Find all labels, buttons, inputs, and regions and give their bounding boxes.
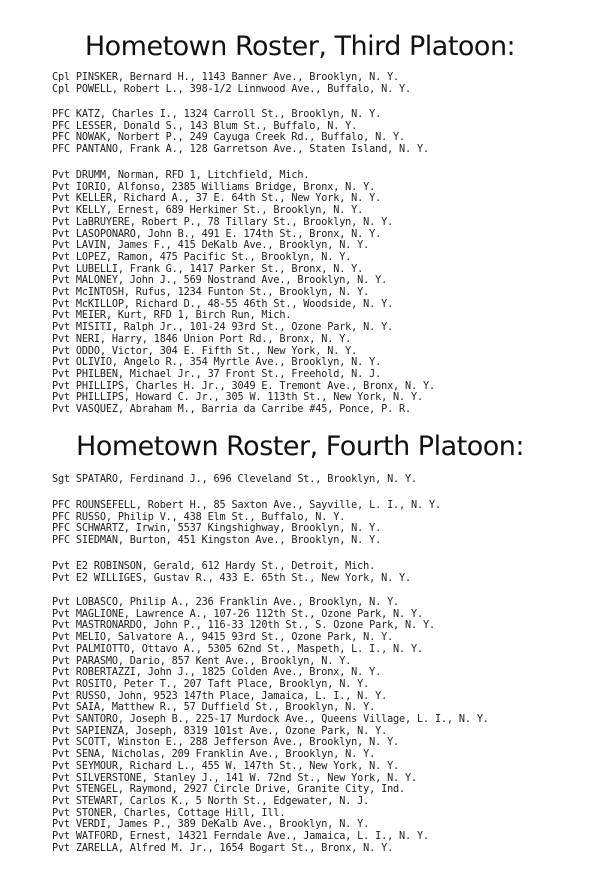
third-platoon-pfcs bbox=[52, 109, 429, 156]
roster-entry: PFC PANTANO, Frank A., 128 Garretson Ave., Staten Island, N. Y. bbox=[52, 144, 429, 156]
roster-entry: Pvt MISITI, Ralph Jr., 101-24 93rd St., Ozone Park, N. Y. bbox=[52, 322, 394, 334]
roster-entry: Pvt E2 WILLIGES, Gustav R., 433 E. 65th St., New York, N. Y. bbox=[52, 572, 412, 584]
roster-entry: Pvt SENA, Nicholas, 209 Franklin Ave., Brooklyn, N. Y. bbox=[52, 749, 376, 761]
roster-entry: Pvt McKILLOP, Richard D., 48-55 46th St., Woodside, N. Y. bbox=[52, 298, 394, 310]
roster-entry: Pvt PHILLIPS, Charles H. Jr., 3049 E. Tremont Ave., Bronx, N. Y. bbox=[52, 380, 435, 392]
third-platoon-privates bbox=[52, 170, 435, 416]
roster-entry: Pvt MEIER, Kurt, RFD 1, Birch Run, Mich. bbox=[52, 310, 292, 322]
roster-entry: PFC LESSER, Donald S., 143 Blum St., Buffalo, N. Y. bbox=[52, 120, 358, 132]
roster-entry: Pvt KELLER, Richard A., 37 E. 64th St., New York, N. Y. bbox=[52, 193, 382, 205]
roster-entry: Pvt LaBRUYERE, Robert P., 78 Tillary St., Brooklyn, N. Y. bbox=[52, 216, 394, 228]
roster-entry: Pvt MAGLIONE, Lawrence A., 107-26 112th St., Ozone Park, N. Y. bbox=[52, 608, 423, 620]
roster-entry: Cpl PINSKER, Bernard H., 1143 Banner Ave., Brooklyn, N. Y. bbox=[52, 72, 400, 83]
roster-entry: Pvt NERI, Harry, 1846 Union Port Rd., Bronx, N. Y. bbox=[52, 333, 352, 345]
roster-entry: Pvt LAVIN, James F., 415 DeKalb Ave., Brooklyn, N. Y. bbox=[52, 240, 370, 252]
roster-entry: Pvt MELIO, Salvatore A., 9415 93rd St., Ozone Park, N. Y. bbox=[52, 632, 394, 644]
roster-entry: Pvt RUSSO, John, 9523 147th Place, Jamaica, L. I., N. Y. bbox=[52, 690, 388, 702]
third-platoon-corporals bbox=[52, 72, 411, 95]
roster-entry: Pvt ROSITO, Peter T., 207 Taft Place, Brooklyn, N. Y. bbox=[52, 678, 370, 690]
roster-entry: PFC NOWAK, Norbert P., 249 Cayuga Creek Rd., Buffalo, N. Y. bbox=[52, 132, 406, 144]
roster-entry: Pvt SAIA, Matthew R., 57 Duffield St., Brooklyn, N. Y. bbox=[52, 702, 376, 714]
roster-entry: PFC SIEDMAN, Burton, 451 Kingston Ave., Brooklyn, N. Y. bbox=[52, 535, 382, 547]
roster-entry: Pvt ROBERTAZZI, John J., 1825 Colden Ave., Bronx, N. Y. bbox=[52, 667, 382, 679]
roster-entry: Pvt PHILLIPS, Howard C. Jr., 305 W. 113th St., New York, N. Y. bbox=[52, 392, 423, 404]
roster-entry: Pvt KELLY, Ernest, 689 Herkimer St., Brooklyn, N. Y. bbox=[52, 205, 364, 217]
roster-entry: Pvt OLIVIO, Angelo R., 354 Myrtle Ave., Brooklyn, N. Y. bbox=[52, 357, 382, 369]
roster-entry: PFC KATZ, Charles I., 1324 Carroll St., Brooklyn, N. Y. bbox=[52, 109, 382, 120]
roster-entry: Pvt SCOTT, Winston E., 288 Jefferson Ave., Brooklyn, N. Y. bbox=[52, 737, 400, 749]
roster-entry: Pvt VASQUEZ, Abraham M., Barria da Carribe #45, Ponce, P. R. bbox=[52, 404, 412, 416]
roster-entry: Pvt SEYMOUR, Richard L., 455 W. 147th St., New York, N. Y. bbox=[52, 760, 400, 772]
roster-entry: Pvt E2 ROBINSON, Gerald, 612 Hardy St., Detroit, Mich. bbox=[52, 561, 376, 572]
roster-entry: Pvt IORIO, Alfonso, 2385 Williams Bridge, Bronx, N. Y. bbox=[52, 181, 376, 193]
fourth-platoon-privates bbox=[52, 597, 489, 854]
roster-entry: Pvt STEWART, Carlos K., 5 North St., Edgewater, N. J. bbox=[52, 795, 370, 807]
roster-entry: Pvt LOBASCO, Philip A., 236 Franklin Ave., Brooklyn, N. Y. bbox=[52, 597, 400, 608]
roster-entry: Pvt SILVERSTONE, Stanley J., 141 W. 72nd St., New York, N. Y. bbox=[52, 772, 417, 784]
roster-entry: Pvt LUBELLI, Frank G., 1417 Parker St., Bronx, N. Y. bbox=[52, 263, 364, 275]
fourth-platoon-pfcs bbox=[52, 500, 441, 547]
roster-entry: Pvt VERDI, James P., 389 DeKalb Ave., Brooklyn, N. Y. bbox=[52, 819, 370, 831]
roster-entry: Pvt MALONEY, John J., 569 Nostrand Ave., Brooklyn, N. Y. bbox=[52, 275, 388, 287]
roster-entry: Pvt STENGEL, Raymond, 2927 Circle Drive, Granite City, Ind. bbox=[52, 784, 406, 796]
roster-entry: Pvt PARASMO, Dario, 857 Kent Ave., Brooklyn, N. Y. bbox=[52, 655, 352, 667]
fourth-platoon-e2-privates bbox=[52, 561, 411, 584]
roster-entry: Pvt PALMIOTTO, Ottavo A., 5305 62nd St., Maspeth, L. I., N. Y. bbox=[52, 643, 423, 655]
roster-entry: PFC RUSSO, Philip V., 438 Elm St., Buffalo, N. Y. bbox=[52, 511, 346, 523]
roster-entry: Pvt SAPIENZA, Joseph, 8319 101st Ave., Ozone Park, N. Y. bbox=[52, 725, 388, 737]
roster-entry: Pvt WATFORD, Ernest, 14321 Ferndale Ave., Jamaica, L. I., N. Y. bbox=[52, 831, 429, 843]
roster-entry: Pvt ODDO, Victor, 304 E. Fifth St., New York, N. Y. bbox=[52, 345, 358, 357]
roster-entry: Pvt LOPEZ, Ramon, 475 Pacific St., Brooklyn, N. Y. bbox=[52, 251, 352, 263]
third-platoon-title: Hometown Roster, Third Platoon: bbox=[84, 31, 516, 62]
roster-entry: Cpl POWELL, Robert L., 398-1/2 Linnwood Ave., Buffalo, N. Y. bbox=[52, 83, 412, 95]
roster-entry: PFC SCHWARTZ, Irwin, 5537 Kingshighway, Brooklyn, N. Y. bbox=[52, 523, 382, 535]
roster-entry: Pvt PHILBEN, Michael Jr., 37 Front St., Freehold, N. J. bbox=[52, 368, 382, 380]
roster-entry: Pvt McINTOSH, Rufus, 1234 Funton St., Brooklyn, N. Y. bbox=[52, 287, 370, 299]
roster-entry: Sgt SPATARO, Ferdinand J., 696 Cleveland St., Brooklyn, N. Y. bbox=[52, 474, 417, 485]
roster-entry: Pvt MASTRONARDO, John P., 116-33 120th St., S. Ozone Park, N. Y. bbox=[52, 620, 435, 632]
fourth-platoon-title: Hometown Roster, Fourth Platoon: bbox=[76, 431, 524, 462]
roster-entry: PFC ROUNSEFELL, Robert H., 85 Saxton Ave., Sayville, L. I., N. Y. bbox=[52, 500, 441, 511]
roster-entry: Pvt ZARELLA, Alfred M. Jr., 1654 Bogart St., Bronx, N. Y. bbox=[52, 842, 394, 854]
roster-entry: Pvt LASOPONARO, John B., 491 E. 174th St., Bronx, N. Y. bbox=[52, 228, 382, 240]
roster-entry: Pvt STONER, Charles, Cottage Hill, Ill. bbox=[52, 807, 286, 819]
roster-entry: Pvt SANTORO, Joseph B., 225-17 Murdock Ave., Queens Village, L. I., N. Y. bbox=[52, 714, 489, 726]
fourth-platoon-sergeants bbox=[52, 474, 417, 486]
roster-entry: Pvt DRUMM, Norman, RFD 1, Litchfield, Mich. bbox=[52, 170, 310, 181]
